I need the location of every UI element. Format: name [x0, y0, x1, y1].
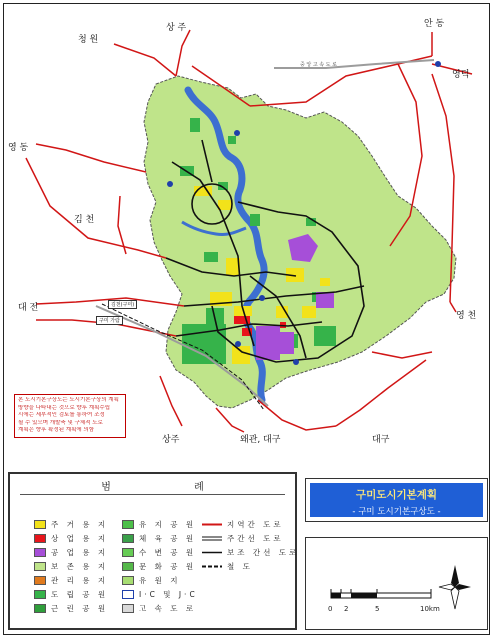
legend-item: 고 속 도 로 [122, 601, 198, 615]
expressway-label: 중 앙 고 속 도 로 [300, 62, 337, 68]
plan-subtitle: - 구미 도시기본구상도 - [352, 507, 441, 517]
note-line: 계획은 향후 확정된 계획에 의함 [18, 427, 95, 433]
scale-tick-5: 5 [375, 605, 380, 613]
city-label-sangju-north: 상 주 [166, 23, 187, 33]
legend-item: 근 린 공 원 [34, 601, 108, 615]
scale-tick-10: 10km [420, 605, 440, 613]
legend-item: 도 립 공 원 [34, 587, 108, 601]
legend-item: 체 육 공 원 [122, 531, 198, 545]
swatch-amusement [122, 576, 134, 585]
swatch-provincial-park [34, 590, 46, 599]
legend-item: 유 지 공 원 [122, 517, 198, 531]
line-sub-arterial [202, 549, 222, 556]
legend-item: 주 거 용 지 [34, 517, 108, 531]
callout-gumi-garam: 구미 가람 [96, 316, 123, 325]
legend-item: 상 업 용 지 [34, 531, 108, 545]
legend-item: 수 변 공 원 [122, 545, 198, 559]
legend-title: 범 례 [101, 482, 244, 493]
line-regional-road [202, 521, 222, 528]
swatch-commercial [34, 534, 46, 543]
note-line: 본 도시기본구상도는 도시기본구상의 계획 [18, 397, 119, 403]
expressway [274, 60, 434, 68]
swatch-ic-jc [122, 590, 134, 599]
legend-item: 공 업 용 지 [34, 545, 108, 559]
legend-item: 관 리 용 지 [34, 573, 108, 587]
note-line: 시에는 세부적인 검토를 통하여 조정 [18, 412, 105, 418]
note-line: 방향을 나타내는 것으로 향후 계획수립 [18, 404, 111, 411]
swatch-industrial [34, 548, 46, 557]
north-arrow-icon [439, 565, 471, 609]
swatch-park-a [122, 520, 134, 529]
city-label-yeongcheon: 영 천 [456, 311, 477, 321]
scale-bar [305, 537, 488, 630]
legend-panel [8, 472, 300, 630]
note-line: 될 수 있으며 개발축 및 구체적 도로 [18, 419, 103, 426]
swatch-expressway [122, 604, 134, 613]
swatch-culture-park [122, 562, 134, 571]
plan-notes [14, 394, 126, 438]
legend-column-landuse [34, 517, 108, 615]
swatch-sports-park [122, 534, 134, 543]
city-label-cheongwon: 청 원 [78, 35, 99, 45]
legend-column-parks [122, 517, 198, 615]
legend-item: 지역간 도로 [202, 517, 299, 531]
line-railway [202, 563, 222, 570]
line-main-arterial [202, 535, 222, 542]
scale-tick-0: 0 [328, 605, 333, 613]
city-label-waegwan-daegu: 왜관, 대구 [240, 435, 281, 445]
legend-item: 보 존 용 지 [34, 559, 108, 573]
swatch-neighborhood-park [34, 604, 46, 613]
city-label-andong: 안 동 [424, 19, 445, 29]
legend-item: 주간선 도로 [202, 531, 299, 545]
legend-item: I·C 및 J·C [122, 587, 198, 601]
plan-title-banner [310, 483, 483, 517]
callout-gimcheon-gumi: 김천(구미) [108, 300, 137, 309]
scale-tick-2: 2 [344, 605, 349, 613]
plan-title-box [305, 478, 488, 522]
swatch-residential [34, 520, 46, 529]
legend-item: 철 도 [202, 559, 299, 573]
city-label-yeongdong: 영 동 [8, 143, 29, 153]
city-label-daejeon: 대 전 [18, 303, 39, 313]
legend-column-roads [202, 517, 299, 573]
plan-title: 구미도시기본계획 [355, 489, 438, 501]
swatch-management [34, 576, 46, 585]
swatch-riverside-park [122, 548, 134, 557]
swatch-preservation [34, 562, 46, 571]
city-label-yeongdeok: 영덕 [452, 70, 470, 80]
legend-item: 유 원 지 [122, 573, 198, 587]
city-label-sangju-south: 상주 [162, 435, 180, 445]
legend-item: 문 화 공 원 [122, 559, 198, 573]
city-label-daegu: 대구 [372, 435, 390, 445]
legend-divider [20, 494, 285, 495]
city-label-gimcheon: 김 천 [74, 215, 95, 225]
legend-item: 보조 간선 도로 [202, 545, 299, 559]
